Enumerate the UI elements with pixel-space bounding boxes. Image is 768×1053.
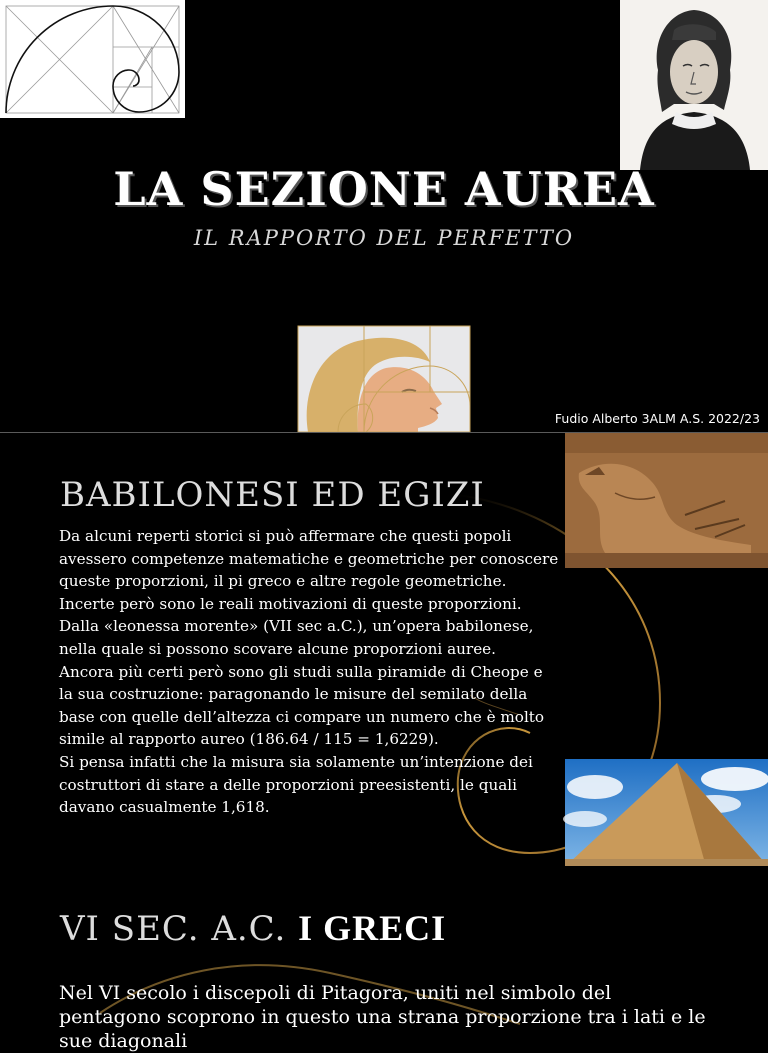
dying-lioness-relief-image xyxy=(565,433,768,568)
presentation-title: LA SEZIONE AUREA xyxy=(113,162,655,216)
portrait-icon xyxy=(620,0,768,170)
heading-period: VI SEC. A.C. xyxy=(60,909,287,949)
lioness-icon xyxy=(565,433,768,568)
paragraph: Si pensa infatti che la misura sia solamente un’intenzione dei costruttori di stare a delle proporzioni preesistenti, le quali davano casualmente 1,618. xyxy=(59,752,533,817)
face-golden-ratio-image xyxy=(298,326,470,432)
face-icon xyxy=(298,326,470,432)
greci-body: Nel VI secolo i discepoli di Pitagora, uniti nel simbolo del pentagono scoprono in questo una strana proporzione tra i lati e le sue diagonali xyxy=(59,982,706,1052)
author-credit: Fudio Alberto 3ALM A.S. 2022/23 xyxy=(554,411,760,426)
golden-spiral-icon xyxy=(0,0,185,118)
presentation-subtitle: IL RAPPORTO DEL PERFETTO xyxy=(193,226,575,250)
section-heading: BABILONESI ED EGIZI xyxy=(60,475,485,515)
pyramid-of-cheops-image xyxy=(565,759,768,866)
content-slide xyxy=(0,433,768,1052)
paragraph: Dalla «leonessa morente» (VII sec a.C.), un’opera babilonese, nella quale si possono scovare alcune proporzioni auree. xyxy=(59,617,534,658)
golden-spiral-image xyxy=(0,0,185,118)
paragraph: Da alcuni reperti storici si può affermare che questi popoli avessero competenze matematiche e geometriche per conoscere queste proporzioni, il pi greco e altre regole geometriche. Incerte però sono le reali motivazioni di queste proporzioni. xyxy=(59,527,559,613)
paragraph: Ancora più certi però sono gli studi sulla piramide di Cheope e la sua costruzione: paragonando le misure del semilato della base con quelle dell’altezza ci compare un numero che è molto simile al rapporto aureo (186.64 / 115 = 1,6229). xyxy=(59,662,545,749)
fibonacci-portrait-image xyxy=(620,0,768,170)
title-slide xyxy=(0,0,768,432)
section-heading-greci xyxy=(60,907,446,949)
heading-greci: I GRECI xyxy=(298,908,447,948)
pyramid-icon xyxy=(565,759,768,866)
section-body xyxy=(59,525,559,819)
